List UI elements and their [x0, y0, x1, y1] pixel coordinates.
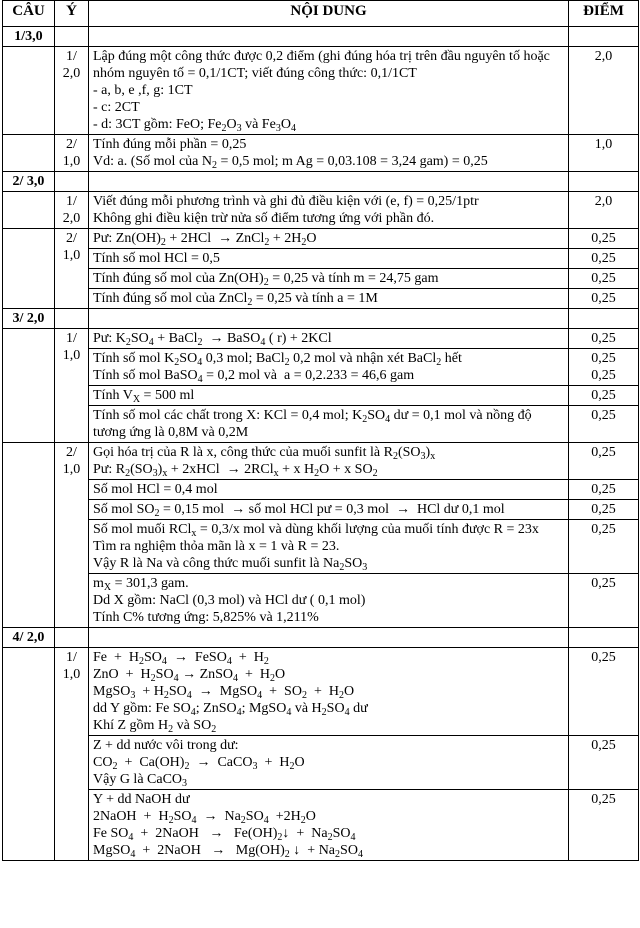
q3-r1-text: Tính số mol BaSO$_4$ = 0,2 mol và a = 0,2.233 = 46,6 gam [93, 368, 415, 385]
q3-cau: 3/ 2,0 [3, 309, 55, 329]
q2-r2-text: Pư: $Zn(OH)_2 + 2HCl$ → ZnCl$_2$ + $2H_2O$ [93, 231, 317, 248]
q3-r1-text: Pư: $K_2SO_4$ + BaCl$_2$ → BaSO$_4$ ( r) + 2KCl [93, 331, 332, 348]
q4-text: Khí Z gồm $H_2$ và $SO_2$ [93, 718, 217, 735]
q2-cau: 2/ 3,0 [3, 172, 55, 192]
q1-r1-diem: 2,0 [569, 47, 639, 135]
q4-text: MgSO$_4$ + 2NaOH → $Mg(OH)_2$ ↓ + $Na_2SO_4$ [93, 843, 363, 860]
q2-r1-line: Không ghi điều kiện trừ nửa số điểm tương ứng với phần đó. [93, 211, 435, 226]
q3-r1-diem: 0,25 [569, 386, 639, 406]
q3-r2-diem: 0,25 [569, 520, 639, 574]
q4-r1-row [3, 790, 639, 861]
q1-r2 [3, 135, 639, 172]
q4-diem: 0,25 [569, 648, 639, 736]
q2-r2-row [3, 269, 639, 289]
q4-cau: 4/ 2,0 [3, 628, 55, 648]
q2-r1-diem: 2,0 [569, 192, 639, 229]
q3-r2-diem: 0,25 [569, 500, 639, 520]
q3-r2-row [3, 574, 639, 628]
q3-r2-text: Dd X gồm: NaCl (0,3 mol) và HCl dư ( 0,1 mol) [93, 593, 366, 608]
q3-r1-text: Tính số mol các chất trong X: KCl = 0,4 mol; $K_2SO_4$ dư = 0,1 mol và nồng độ tương ứng là 0,8M và 0,2M [93, 408, 532, 440]
q3-r1-text: Tính $V_X = 500$ ml [93, 388, 195, 405]
q4-title-row [3, 628, 639, 648]
q1-r1-line: - c: 2CT [93, 100, 140, 115]
q3-r2-diem: 0,25 [569, 574, 639, 628]
q4-text: ZnO + $H_2SO_4$ → ZnSO$_4$ + $H_2O$ [93, 667, 286, 684]
q4-text: Vậy G là CaCO$_3$ [93, 772, 188, 789]
q2-r2-text: Tính số mol HCl = 0,5 [93, 251, 220, 266]
q1-r2-line: Tính đúng mỗi phần = 0,25 [93, 137, 247, 152]
q3-r1-row [3, 349, 639, 386]
q3-r2-text: Gọi hóa trị của R là x, công thức của muối sunfit là $R_2(SO_3)_x$ [93, 445, 436, 462]
q3-r1-row [3, 406, 639, 443]
answer-table [2, 0, 639, 861]
q1-r1-line: - a, b, e ,f, g: 1CT [93, 83, 193, 98]
q4-text: MgSO$_3$ + $H_2SO_4$ → MgSO$_4$ + $SO_2 + H_2O$ [93, 684, 355, 701]
q4-r1-row [3, 736, 639, 790]
q1-r1-y: 1/ 2,0 [55, 47, 89, 135]
q3-r2-diem: 0,25 [569, 443, 639, 480]
q3-r2-row [3, 500, 639, 520]
q3-r2-text: Pư: $R_2(SO_3)_x$ + 2xHCl → 2RCl$_x$ + x $H_2O + x$ $SO_2$ [93, 462, 378, 479]
q2-r2-diem: 0,25 [569, 249, 639, 269]
q4-diem: 0,25 [569, 736, 639, 790]
q1-r1 [3, 47, 639, 135]
q3-r1-diem: 0,25 [591, 351, 616, 366]
q3-title-row [3, 309, 639, 329]
q2-title-row [3, 172, 639, 192]
header-row [3, 1, 639, 27]
q3-r2-text: Số mol HCl = 0,4 mol [93, 482, 218, 497]
q1-r2-y: 2/ 1,0 [55, 135, 89, 172]
q3-r2-text: Số mol muối RCl$_x$ = 0,3/x mol và dùng khối lượng của muối tính được R = 23x [93, 522, 539, 539]
q3-r1-diem: 0,25 [569, 329, 639, 349]
header-diem: ĐIỂM [569, 1, 639, 27]
q3-r1-y: 1/ 1,0 [55, 329, 89, 443]
q2-r2-text: Tính đúng số mol của ZnCl$_2$ = 0,25 và tính a = 1M [93, 291, 378, 308]
q3-r1-text: Tính số mol $K_2SO_4$ 0,3 mol; BaCl$_2$ 0,2 mol và nhận xét BaCl$_2$ hết [93, 351, 462, 368]
q2-r2-row [3, 249, 639, 269]
q4-text: Fe $SO_4$ + 2NaOH → $Fe(OH)_2↓ + Na_2SO_4$ [93, 826, 356, 843]
q1-r2-diem: 1,0 [569, 135, 639, 172]
q1-cau: 1/3,0 [3, 27, 55, 47]
q2-r1-line: Viết đúng mỗi phương trình và ghi đủ điều kiện với (e, f) = 0,25/1ptr [93, 194, 479, 209]
q1-r1-line: - d: 3CT gồm: FeO; $Fe_2O_3$ và $Fe_3O_4$ [93, 117, 296, 134]
q2-r2-diem: 0,25 [569, 229, 639, 249]
q3-r2-text: Vậy R là Na và công thức muối sunfit là $Na_2SO_3$ [93, 556, 368, 573]
header-cau: CÂU [3, 1, 55, 27]
q2-r2-row [3, 289, 639, 309]
header-noi-dung: NỘI DUNG [89, 1, 569, 27]
q2-r2-row [3, 229, 639, 249]
q1-title-row [3, 27, 639, 47]
q3-r2-text: $m_X = 301,3$ gam. [93, 576, 189, 593]
q4-text: $CO_2 + Ca(OH)_2$ → CaCO$_3$ + $H_2O$ [93, 755, 305, 772]
q3-r2-y: 2/ 1,0 [55, 443, 89, 628]
q3-r1-diem: 0,25 [591, 368, 616, 383]
q3-r2-text: Số mol $SO_2 = 0,15$ mol → số mol HCl pư = 0,3 mol → HCl dư 0,1 mol [93, 502, 505, 519]
q4-r1-y: 1/ 1,0 [55, 648, 89, 861]
q4-text: $Fe + H_2SO_4$ → FeSO$_4$ + $H_2$ [93, 650, 269, 667]
q1-r1-line: Lập đúng một công thức được 0,2 điểm (ghi đúng hóa trị trên đầu nguyên tố hoặc nhóm nguyên tố = 0,1/1CT; viết đúng công thức: 0,1/1CT [93, 49, 550, 81]
q3-r1-row [3, 386, 639, 406]
q4-text: Z + dd nước vôi trong dư: [93, 738, 239, 753]
q2-r2-diem: 0,25 [569, 289, 639, 309]
q4-diem: 0,25 [569, 790, 639, 861]
q3-r2-text: Tìm ra nghiệm thỏa mãn là x = 1 và R = 23. [93, 539, 340, 554]
q4-text: 2NaOH + $H_2SO_4 \to Na_2SO_4 +2H_2O$ [93, 809, 316, 826]
q1-r2-line: Vd: a. (Số mol của $N_2 = 0,5$ mol; m Ag = 0,03.108 = 3,24 gam) = 0,25 [93, 154, 488, 171]
q3-r1-row [3, 329, 639, 349]
q2-r1 [3, 192, 639, 229]
q4-r1-row [3, 648, 639, 736]
q2-r1-y: 1/ 2,0 [55, 192, 89, 229]
q3-r2-row [3, 480, 639, 500]
q4-text: dd Y gồm: Fe $SO_4$; ZnSO$_4$; MgSO$_4$ và $H_2SO_4$ dư [93, 701, 368, 718]
q2-r2-y: 2/ 1,0 [55, 229, 89, 309]
q3-r2-row [3, 443, 639, 480]
q2-r2-diem: 0,25 [569, 269, 639, 289]
q3-r2-text: Tính C% tương ứng: 5,825% và 1,211% [93, 610, 319, 625]
q3-r1-diem: 0,25 [569, 406, 639, 443]
q3-r2-row [3, 520, 639, 574]
q4-text: Y + dd NaOH dư [93, 792, 190, 807]
q3-r2-diem: 0,25 [569, 480, 639, 500]
q2-r2-text: Tính đúng số mol của $Zn(OH)_2 = 0,25$ và tính m = 24,75 gam [93, 271, 439, 288]
header-y: Ý [55, 1, 89, 27]
